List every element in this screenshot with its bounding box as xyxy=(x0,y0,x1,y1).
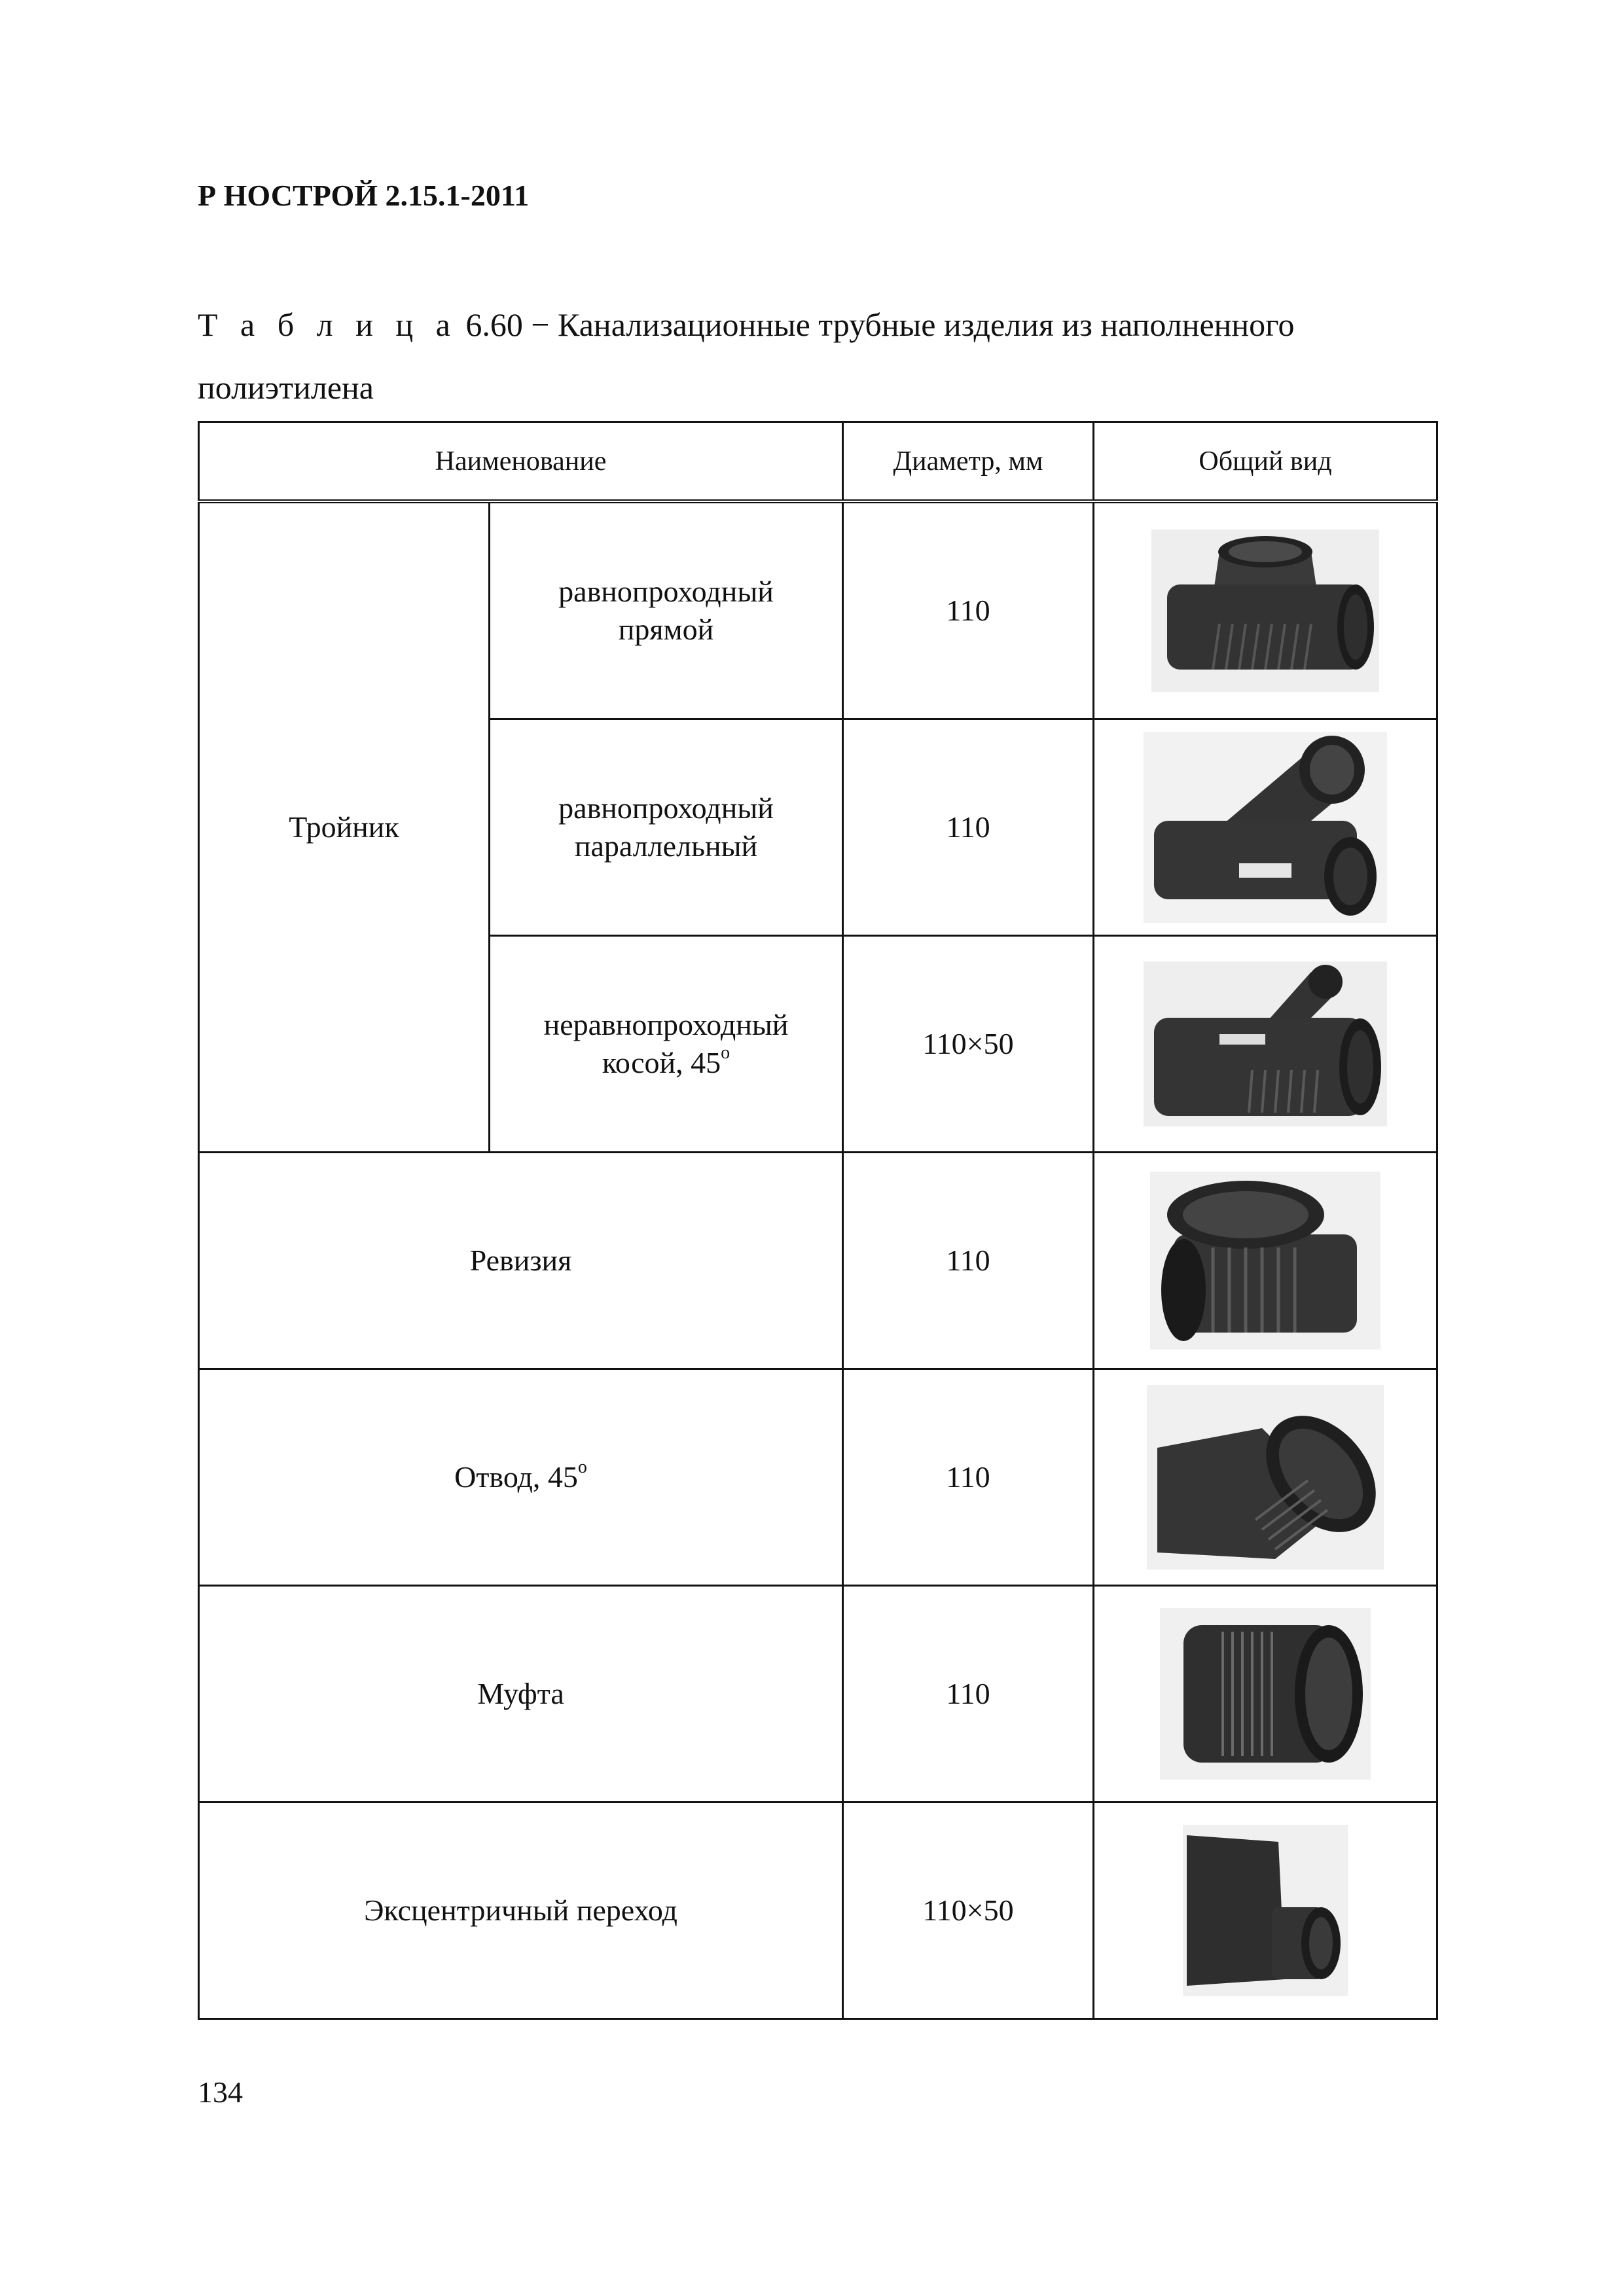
degree-mark: о xyxy=(721,1043,731,1063)
diameter-cell: 110×50 xyxy=(843,936,1094,1153)
item-name: Муфта xyxy=(199,1586,843,1803)
diameter-cell: 110 xyxy=(843,501,1094,719)
tee-subtype xyxy=(490,936,843,1153)
table-row xyxy=(199,501,1437,719)
subtype-line: равнопроходный xyxy=(558,575,774,608)
item-name-text: Отвод, 45 xyxy=(454,1460,578,1494)
table-row xyxy=(199,1586,1437,1803)
oblique-tee-fitting-photo xyxy=(1141,959,1390,1129)
document-code: Р НОСТРОЙ 2.15.1-2011 xyxy=(198,179,530,212)
bend-45-fitting-photo xyxy=(1144,1382,1386,1572)
table-row xyxy=(199,1369,1437,1586)
table-row xyxy=(199,1153,1437,1369)
diameter-cell: 110 xyxy=(843,1153,1094,1369)
table-caption xyxy=(198,293,1441,419)
degree-mark: о xyxy=(577,1457,587,1477)
view-cell xyxy=(1094,1153,1437,1369)
coupling-fitting-photo xyxy=(1157,1605,1373,1782)
item-name xyxy=(199,1369,843,1586)
diameter-cell: 110 xyxy=(843,1369,1094,1586)
caption-dash: − xyxy=(531,306,550,343)
view-cell xyxy=(1094,501,1437,719)
view-cell xyxy=(1094,936,1437,1153)
subtype-line: прямой xyxy=(618,613,714,646)
tee-subtype xyxy=(490,719,843,936)
table-row xyxy=(199,1803,1437,2019)
view-cell xyxy=(1094,1586,1437,1803)
view-cell xyxy=(1094,719,1437,936)
view-cell xyxy=(1094,1803,1437,2019)
diameter-cell: 110 xyxy=(843,1586,1094,1803)
caption-number: 6.60 xyxy=(465,306,523,343)
diameter-cell: 110×50 xyxy=(843,1803,1094,2019)
tee-subtype xyxy=(490,501,843,719)
caption-text: Канализационные трубные изделия из наполненного полиэтилена xyxy=(198,306,1295,406)
item-name: Ревизия xyxy=(199,1153,843,1369)
revision-fitting-photo xyxy=(1147,1169,1383,1352)
subtype-line: параллельный xyxy=(574,829,758,863)
parallel-tee-fitting-photo xyxy=(1141,729,1390,925)
item-name: Эксцентричный переход xyxy=(199,1803,843,2019)
caption-label: Т а б л и ц а xyxy=(198,306,458,343)
tee-name: Тройник xyxy=(199,501,490,1153)
diameter-cell: 110 xyxy=(843,719,1094,936)
header-name: Наименование xyxy=(199,422,843,502)
subtype-line: неравнопроходный xyxy=(543,1008,789,1041)
header-view: Общий вид xyxy=(1094,422,1437,502)
subtype-line: косой, 45 xyxy=(602,1046,721,1079)
fittings-table xyxy=(198,421,1438,2020)
table-header-row xyxy=(199,422,1437,502)
eccentric-reducer-fitting-photo xyxy=(1180,1822,1350,1999)
view-cell xyxy=(1094,1369,1437,1586)
header-diameter: Диаметр, мм xyxy=(843,422,1094,502)
page-number: 134 xyxy=(198,2075,243,2109)
subtype-line: равнопроходный xyxy=(558,791,774,825)
straight-tee-fitting-photo xyxy=(1147,526,1383,696)
